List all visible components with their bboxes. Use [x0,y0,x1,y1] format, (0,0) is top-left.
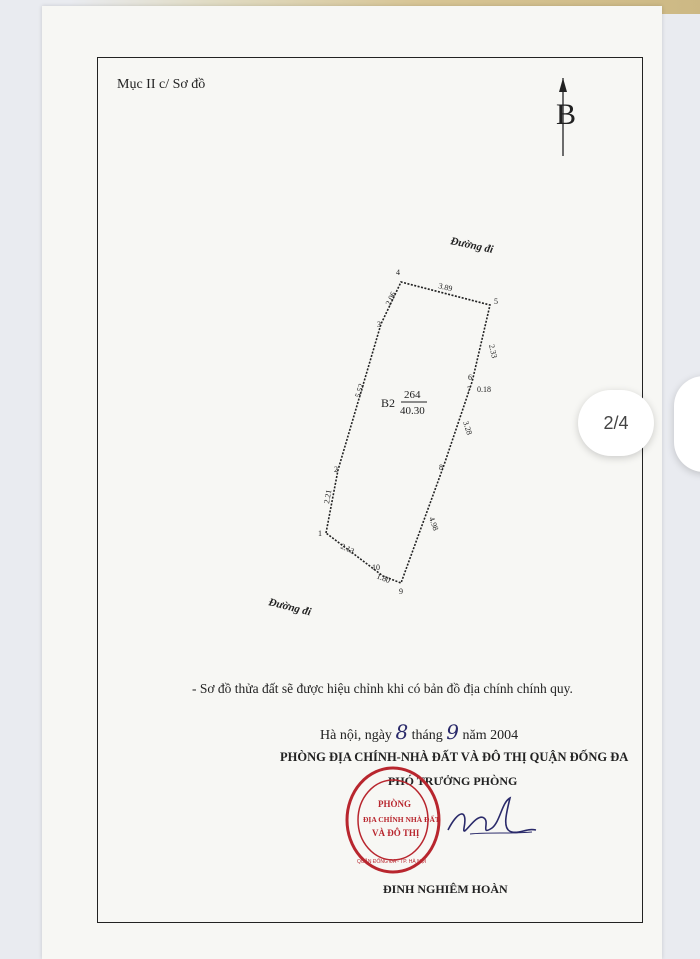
point-label-1: 1 [318,529,322,538]
note-text: - Sơ đồ thửa đất sẽ được hiệu chỉnh khi có bản đồ địa chính chính quy. [192,681,573,696]
point-label-4: 4 [396,268,400,277]
signer-name: ĐINH NGHIÊM HOÀN [383,882,508,896]
signature-mark [440,790,540,850]
date-year-label: năm 2004 [462,728,519,743]
parcel-number: 264 [404,389,421,401]
point-label-2: 2 [334,465,338,474]
parcel-name: B2 [381,396,396,410]
point-label-3: 3 [377,320,381,329]
official-stamp [343,765,443,875]
stamp-ring-text: QUẬN ĐỐNG ĐA - TP. HÀ NỘI [357,859,426,865]
parcel-area: 40.30 [400,405,425,417]
road-label-bottom: Đường đi [267,596,313,619]
date-day: 8 [395,720,409,744]
office-name: PHÒNG ĐỊA CHÍNH-NHÀ ĐẤT VÀ ĐÔ THỊ QUẬN ĐỐNG ĐA [280,750,629,764]
road-label-top: Đường đi [449,235,495,256]
point-label-8: 8 [439,463,443,472]
north-symbol: B [556,98,577,131]
stamp-line-1: PHÒNG [378,799,411,809]
deputy-title: PHÓ TRƯỞNG PHÒNG [388,774,518,788]
stamp-line-3: VÀ ĐÔ THỊ [372,828,420,838]
dimension-7-8: 3.28 [461,419,474,436]
point-label-6: 6 [468,373,472,382]
dimension-3-4: 2.06 [383,290,398,307]
dimension-1-2: 2.21 [322,488,334,505]
point-label-5: 5 [494,297,498,306]
dimension-9-10: 1.80 [375,571,392,586]
point-label-10: 10 [372,563,380,572]
next-page-button[interactable] [674,376,700,472]
dimension-2-3: 5.52 [353,382,367,399]
dimension-4-5: 3.89 [437,281,454,294]
date-line [320,720,518,744]
dimension-8-9: 4.98 [427,515,441,532]
page-indicator: 2/4 [578,390,654,456]
point-label-9: 9 [399,587,403,596]
dimension-10-1: 2.13 [339,541,356,556]
dimension-6-7: 0.18 [477,385,491,394]
point-label-7: 7 [467,385,471,394]
date-month-label: tháng [411,728,443,743]
section-label: Mục II c/ Sơ đồ [117,77,206,92]
date-month: 9 [446,720,460,744]
stamp-line-2: ĐỊA CHÍNH NHÀ ĐẤT [363,815,440,824]
dimension-5-6: 2.33 [487,343,499,360]
date-prefix: Hà nội, ngày [320,728,392,743]
